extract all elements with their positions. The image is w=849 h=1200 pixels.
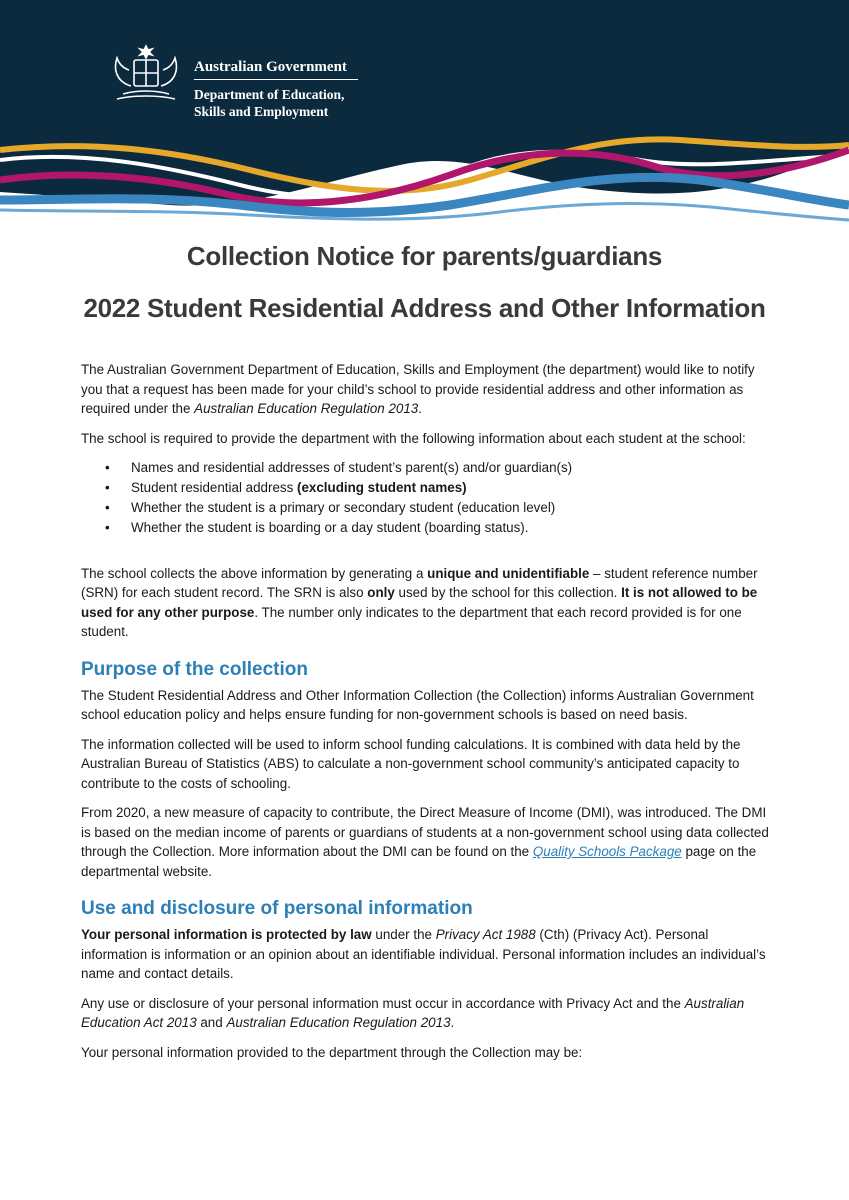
quality-schools-package-link[interactable]: Quality Schools Package (532, 844, 682, 859)
document-body (81, 360, 771, 1072)
use-disclosure-heading: Use and disclosure of personal information (81, 898, 473, 919)
intro-paragraph-1: The Australian Government Department of Education, Skills and Employment (the department) would like to notify you that a request has been made for your child’s school to provide residential address and other information as required under the Australian Education Regulation 2013. (81, 362, 755, 416)
document-titles (0, 238, 849, 326)
list-item: • Student residential address (excluding student names) (131, 478, 771, 498)
page-title: Collection Notice for parents/guardians (186, 241, 663, 271)
header-banner (0, 0, 849, 230)
page-subtitle: 2022 Student Residential Address and Other Information (83, 293, 766, 323)
purpose-paragraph-3: From 2020, a new measure of capacity to contribute, the Direct Measure of Income (DMI), was introduced. The DMI is based on the median income of parents or guardians of students at a non-government school using data collected through the Collection. More information about the DMI can be found on the Quality Schools Package page on the departmental website. (81, 805, 769, 879)
department-name-line2: Skills and Employment (194, 104, 329, 119)
purpose-paragraph-1: The Student Residential Address and Other Information Collection (the Collection) informs Australian Government school education policy and helps ensure funding for non-government schools is based on need basis. (81, 687, 754, 722)
department-name-line1: Department of Education, (194, 87, 345, 102)
use-paragraph-2: Any use or disclosure of your personal information must occur in accordance with Privacy Act and the Australian Education Act 2013 and Australian Education Regulation 2013. (81, 995, 745, 1030)
srn-paragraph: The school collects the above information by generating a unique and unidentifiable – student reference number (SRN) for each student record. The SRN is also only used by the school for this collection. It is not allowed to be used for any other purpose. The number only indicates to the department that each record provided is for one student. (81, 565, 758, 639)
coat-of-arms-icon (103, 42, 189, 104)
information-list (81, 458, 771, 538)
list-item: • Names and residential addresses of student’s parent(s) and/or guardian(s) (131, 458, 771, 478)
list-item: • Whether the student is boarding or a day student (boarding status). (131, 518, 771, 538)
banner-waves (0, 0, 849, 230)
use-paragraph-3: Your personal information provided to the department through the Collection may be: (81, 1044, 583, 1060)
purpose-paragraph-2: The information collected will be used to inform school funding calculations. It is combined with data held by the Australian Bureau of Statistics (ABS) to calculate a non-government school community’s anticipated capacity to contribute to the costs of schooling. (81, 736, 741, 791)
government-branding (194, 58, 358, 120)
government-name: Australian Government (194, 58, 358, 80)
intro-paragraph-2: The school is required to provide the department with the following information about each student at the school: (81, 430, 746, 446)
list-item: • Whether the student is a primary or secondary student (education level) (131, 498, 771, 518)
use-paragraph-1: Your personal information is protected by law under the Privacy Act 1988 (Cth) (Privacy Act). Personal information is information or an opinion about an identifiable individual. Personal information includes an individual’s name and contact details. (81, 927, 766, 981)
purpose-heading: Purpose of the collection (81, 658, 308, 680)
